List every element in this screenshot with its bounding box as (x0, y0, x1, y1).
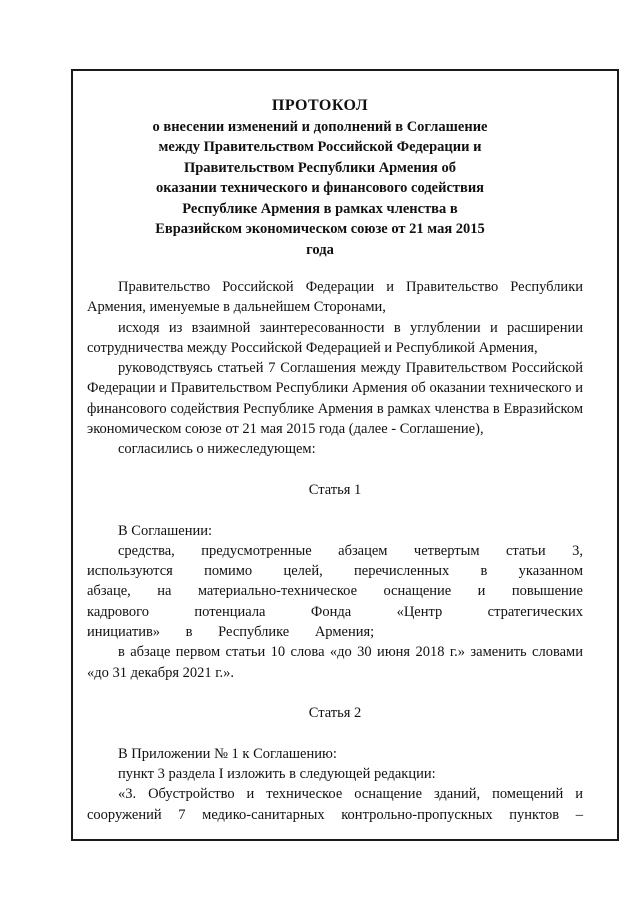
header-line: Правительством Республики Армения об (183, 159, 457, 176)
preamble-paragraph: исходя из взаимной заинтересованности в углублении и расширении сотрудничества между Российской Федерацией и Республикой Армения, (87, 319, 583, 356)
preamble-paragraph: Правительство Российской Федерации и Правительство Республики Армения, именуемые в дальнейшем Сторонами, (87, 279, 583, 316)
preamble-paragraph: согласились о нижеследующем: (118, 441, 316, 458)
document-body (87, 277, 583, 825)
article-paragraph: В Приложении № 1 к Соглашению: (118, 745, 337, 762)
preamble-paragraph: руководствуясь статьей 7 Соглашения между Правительством Российской Федерации и Правительством Республики Армения об оказании технического и финансового содействия Республике Армения в рамках членства в Евразийском экономическом союзе от 21 мая 2015 года (далее - Соглашение), (87, 360, 583, 438)
article-paragraph: «3. Обустройство и техническое оснащение зданий, помещений и сооружений 7 медико-санитарных контрольно-пропускных пунктов – (87, 786, 583, 823)
header-line: между Правительством Российской Федерации и (158, 139, 482, 155)
article-paragraph: в абзаце первом статьи 10 слова «до 30 июня 2018 г.» заменить словами «до 31 декабря 2021 г.». (87, 644, 583, 681)
header-line: Республике Армения в рамках членства в (182, 200, 458, 217)
header-line: Евразийском экономическом союзе от 21 мая 2015 (155, 221, 485, 237)
article-paragraph: пункт 3 раздела I изложить в следующей редакции: (118, 766, 436, 783)
article-paragraph: В Соглашении: (118, 522, 213, 539)
article-heading: Статья 2 (308, 705, 362, 722)
document-title: ПРОТОКОЛ (271, 97, 369, 114)
article-paragraph: средства, предусмотренные абзацем четвертым статьи 3, используются помимо целей, перечисленных в указанном абзаце, на материально-техническое оснащение и повышение кадрового потенциала Фонда «Центр стратегических инициатив» в Республике Армения; (87, 542, 583, 641)
header-line: оказании технического и финансового содействия (155, 180, 485, 196)
header-line: года (306, 241, 334, 258)
article-heading: Статья 1 (308, 481, 362, 498)
document-header (0, 96, 640, 260)
header-line: о внесении изменений и дополнений в Соглашение (152, 118, 488, 135)
